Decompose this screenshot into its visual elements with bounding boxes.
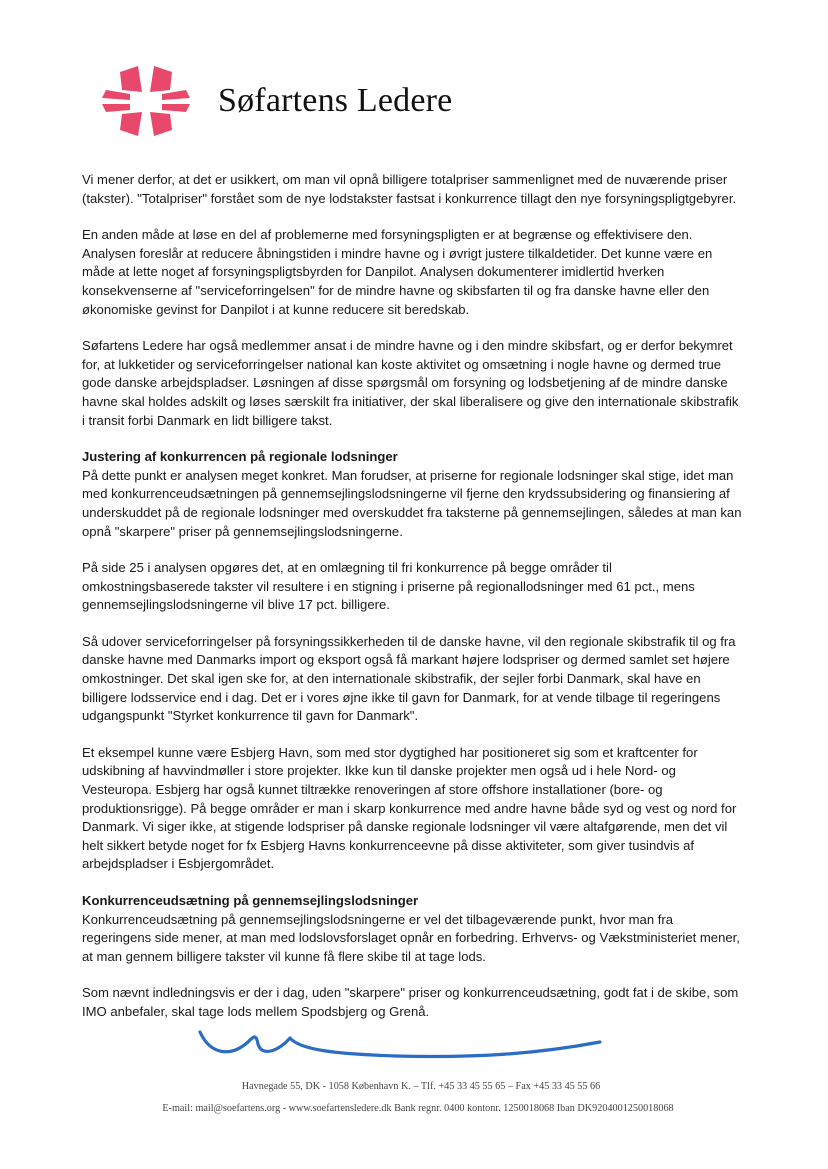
paragraph-1: Vi mener derfor, at det er usikkert, om man vil opnå billigere totalpriser sammenlignet med de nuværende priser (takster). "Totalpriser" forstået som de nye lodstakster fastsat i konkurrence tillagt den nye forsyningspligtgebyrer.: [82, 172, 737, 206]
paragraph-6: Så udover serviceforringelser på forsyningssikkerheden til de danske havne, vil den regionale skibstrafik til og fra danske havne med Danmarks import og eksport også få markant højere lodspriser og dermed samlet set højere omkostninger. Det skal igen ske for, at den internationale skibstrafik, der sejler forbi Danmark, skal have en billigere lodsservice end i dag. Det er i vores øjne ikke til gavn for Danmark, for at vende tilbage til regeringens udgangspunkt "Styrket konkurrence til gavn for Danmark".: [82, 633, 736, 724]
footer-address: Havnegade 55, DK - 1058 København K. – Tlf. +45 33 45 55 65 – Fax +45 33 45 55 66: [241, 1081, 601, 1092]
letter-body: [82, 171, 742, 1040]
section-regional-pilotage: [82, 448, 742, 541]
paragraph-2: En anden måde at løse en del af problemerne med forsyningspligten er at begrænse og effektivisere den. Analysen foreslår at reducere åbningstiden i mindre havne og i øvrigt justere tilkaldetider. Det kunne være en måde at lette noget af forsyningspligtsbyrden for Danpilot. Analysen dokumenterer imidlertid hverken konsekvenserne af "serviceforringelsen" for de mindre havne og skibsfarten til og fra danske havne eller den økonomiske gevinst for Danpilot i at kunne reducere sit beredskab.: [82, 227, 713, 317]
paragraph-3: Søfartens Ledere har også medlemmer ansat i de mindre havne og i den mindre skibsfart, og er derfor bekymret for, at lukketider og serviceforringelser national kan koste aktivitet og omsætning i nogle havne og dermed true gode danske arbejdspladser. Løsningen af disse spørgsmål om forsyning og lodsbetjening af de mindre danske havne skal holdes adskilt og løses særskilt fra initiativer, der skal liberalisere og give den internationale skibstrafik i transit forbi Danmark en lidt billigere takst.: [82, 338, 739, 428]
paragraph-7: Et eksempel kunne være Esbjerg Havn, som med stor dygtighed har positioneret sig som et kraftcenter for udskibning af havvindmøller i store projekter. Ikke kun til danske projekter men også ud i hele Nord- og Vesteuropa. Esbjerg har også kunnet tiltrække renoveringen af store offshore installationer (bore- og produktionsrigge). På begge områder er man i skarp konkurrence med andre havne både syd og vest og nord for Danmark. Vi siger ikke, at stigende lodspriser på danske regionale lodsninger vil være altafgørende, men det vil helt sikkert betyde noget for fx Esbjerg Havns konkurrenceevne på disse aktiviteter, som giver tusindvis af arbejdspladser i Esbjergområdet.: [82, 744, 737, 872]
paragraph-5: På side 25 i analysen opgøres det, at en omlægning til fri konkurrence på begge områder til omkostningsbaserede takster vil resultere i en stigning i priserne på regionallodsninger med 61 pct., mens gennemsejlingslodsningerne vil blive 17 pct. billigere.: [82, 560, 695, 613]
paragraph-8: Konkurrenceudsætning på gennemsejlingslodsningerne er vel det tilbageværende punkt, hvor man fra regeringens side mener, at man med lodslovsforslaget opnår en forbedring. Erhvervs- og Vækstministeriet mener, at man gennem billigere takster vil kunne få flere skibe til at tage lods.: [82, 911, 740, 964]
logo-shapes: [102, 66, 190, 136]
letterhead: [100, 62, 452, 140]
organization-name: Søfartens Ledere: [218, 82, 453, 119]
compass-star-logo-icon: [100, 62, 192, 140]
section-heading-transit: Konkurrenceudsætning på gennemsejlingslodsninger: [82, 893, 419, 908]
section-heading-regional: Justering af konkurrencen på regionale lodsninger: [82, 449, 398, 465]
paragraph-4: På dette punkt er analysen meget konkret. Man forudser, at priserne for regionale lodsninger skal stige, idet man med konkurrenceudsætningen på gennemsejlingslodsningerne vil fjerne den krydssubsidering og finansiering af underskuddet på de regionale lodsninger med overskuddet fra taksterne på gennemsejlingen, således at man kan opnå "skarpere" priser på gennemsejlingslodsningerne.: [82, 467, 742, 539]
paragraph-9: Som nævnt indledningsvis er der i dag, uden "skarpere" priser og konkurrenceudsætning, godt fat i de skibe, som IMO anbefaler, skal tage lods mellem Spodsbjerg og Grenå.: [82, 985, 739, 1019]
section-transit-pilotage: [82, 892, 742, 966]
handwritten-signature-icon: [196, 1024, 604, 1066]
footer-contact: E-mail: mail@soefartens.org - www.soefartensledere.dk Bank regnr. 0400 kontonr. 1250018068 Iban DK9204001250018068: [162, 1103, 674, 1114]
